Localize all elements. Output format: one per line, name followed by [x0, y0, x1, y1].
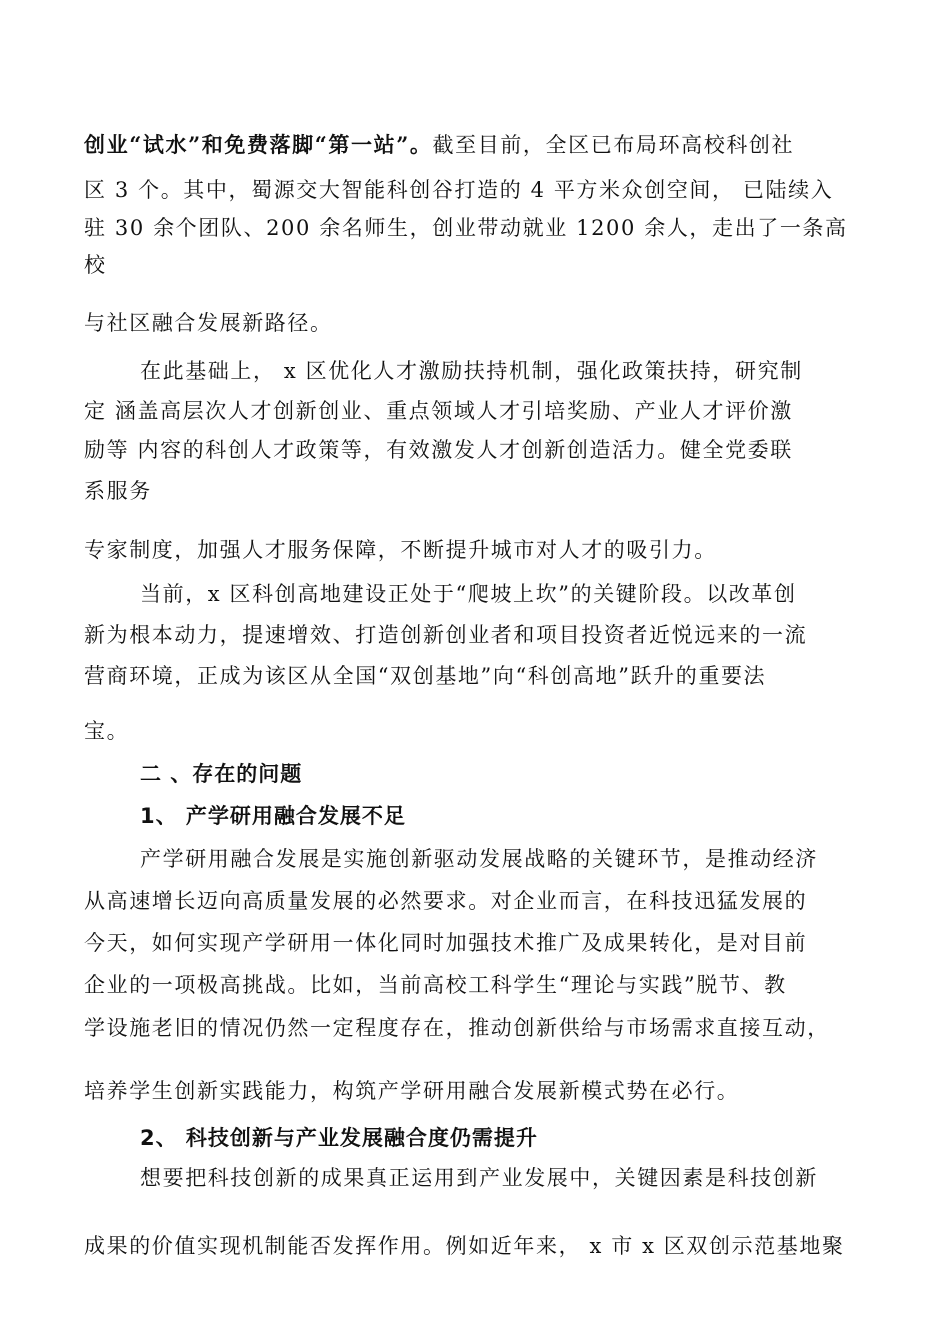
paragraph-line: 想要把科技创新的成果真正运用到产业发展中，关键因素是科技创新: [140, 1166, 818, 1190]
paragraph-line: 与社区融合发展新路径。: [84, 311, 333, 335]
paragraph-line: 培养学生创新实践能力，构筑产学研用融合发展新模式势在必行。: [84, 1079, 740, 1103]
paragraph-line: 定 涵盖高层次人才创新创业、重点领域人才引培奖励、产业人才评价激: [84, 399, 793, 423]
paragraph-line: 当前，x 区科创高地建设正处于“爬坡上坎”的关键阶段。以改革创: [140, 582, 797, 606]
paragraph-line: 新为根本动力，提速增效、打造创新创业者和项目投资者近悦远来的一流: [84, 623, 808, 647]
subsection-heading: 1、 产学研用融合发展不足: [140, 804, 406, 828]
paragraph-line: 区 3 个。其中，蜀源交大智能科创谷打造的 4 平方米众创空间， 已陆续入: [84, 178, 834, 202]
paragraph-line: 在此基础上， x 区优化人才激励扶持机制，强化政策扶持，研究制: [140, 359, 803, 383]
paragraph-line: [84, 131, 794, 159]
paragraph-line: 专家制度，加强人才服务保障，不断提升城市对人才的吸引力。: [84, 538, 717, 562]
paragraph-line: 产学研用融合发展是实施创新驱动发展战略的关键环节，是推动经济: [140, 847, 818, 871]
paragraph-line: 宝。: [84, 719, 130, 743]
paragraph-line: 驻 30 余个团队、200 余名师生，创业带动就业 1200 余人，走出了一条高: [84, 216, 848, 240]
paragraph-line: 成果的价值实现机制能否发挥作用。例如近年来， x 市 x 区双创示范基地聚: [84, 1234, 845, 1258]
paragraph-line: 励等 内容的科创人才政策等，有效激发人才创新创造活力。健全党委联: [84, 438, 793, 462]
subsection-heading: 2、 科技创新与产业发展融合度仍需提升: [140, 1126, 538, 1150]
paragraph-line: 校: [84, 253, 107, 277]
line-text: 截至目前，全区已布局环高校科创社: [432, 133, 795, 157]
paragraph-line: 从高速增长迈向高质量发展的必然要求。对企业而言，在科技迅猛发展的: [84, 889, 808, 913]
paragraph-line: 企业的一项极高挑战。比如，当前高校工科学生“理论与实践”脱节、教: [84, 973, 787, 997]
paragraph-line: 今天，如何实现产学研用一体化同时加强技术推广及成果转化，是对目前: [84, 931, 808, 955]
paragraph-line: 系服务: [84, 479, 152, 503]
bold-phrase: 创业“试水”和免费落脚“第一站”。: [84, 132, 433, 157]
paragraph-line: 营商环境，正成为该区从全国“双创基地”向“科创高地”跃升的重要法: [84, 664, 767, 688]
section-heading: 二 、存在的问题: [140, 762, 303, 786]
paragraph-line: 学设施老旧的情况仍然一定程度存在，推动创新供给与市场需求直接互动，: [84, 1016, 830, 1040]
